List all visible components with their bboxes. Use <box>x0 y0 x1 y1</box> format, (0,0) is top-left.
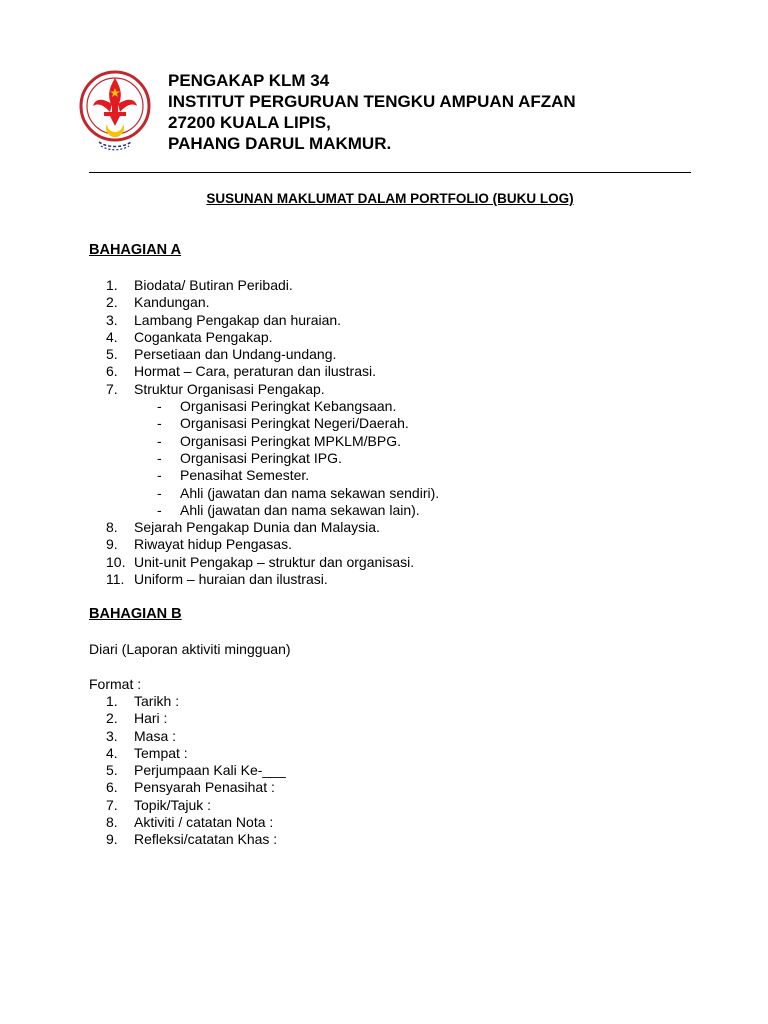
header-block <box>168 70 576 154</box>
horizontal-divider <box>89 172 691 173</box>
header-line-1: PENGAKAP KLM 34 <box>168 71 330 90</box>
section-b-heading: BAHAGIAN B <box>89 606 182 622</box>
header-line-3: 27200 KUALA LIPIS, <box>168 113 331 132</box>
header-line-2: INSTITUT PERGURUAN TENGKU AMPUAN AFZAN <box>168 92 576 111</box>
diari-text: Diari (Laporan aktiviti mingguan) <box>89 641 291 657</box>
section-a-heading: BAHAGIAN A <box>89 242 182 258</box>
scout-emblem-icon <box>77 68 153 152</box>
header-line-4: PAHANG DARUL MAKMUR. <box>168 134 392 153</box>
document-title: SUSUNAN MAKLUMAT DALAM PORTFOLIO (BUKU LOG) <box>206 191 574 206</box>
format-label: Format : <box>89 676 142 692</box>
document-page: PENGAKAP KLM 34 INSTITUT PERGURUAN TENGKU AMPUAN AFZAN 27200 KUALA LIPIS, PAHANG DARUL MAKMUR. SUSUNAN MAKLUMAT DALAM PORTFOLIO (BUKU LOG) BAHAGIAN A 1. Biodata/ Butiran Peribadi. 2. Kandungan. 3. Lambang Pengakap dan huraian. 4. Cogankata Pengakap. 5. Persetiaan dan Undang-undang. 6. Hormat – Cara, peraturan dan ilustrasi. 7. Struktur Organisasi Pengakap. - Organisasi Peringkat Kebangsaan. - Organisasi Peringkat Negeri/Daerah. - Organisasi Peringkat MPKLM/BPG. - Organisasi Peringkat IPG. - Penasihat Semester. - Ahli (jawatan dan nama sekawan sendiri). - Ahli (jawatan dan nama sekawan lain). 8. Sejarah Pengakap Dunia dan Malaysia. 9. Riwayat hidup Pengasas. 10. Unit-unit Pengakap – struktur dan organisasi. 11. Uniform – huraian dan ilustrasi. BAHAGIAN B Diari (Laporan aktiviti mingguan) Format : 1. Tarikh : 2. Hari : 3. Masa : 4. Tempat : 5. Perjumpaan Kali Ke-___ 6. Pensyarah Penasihat : 7. Topik/Tajuk : 8. Aktiviti / catatan Nota : 9. Refleksi/catatan Khas : <box>0 0 768 1024</box>
